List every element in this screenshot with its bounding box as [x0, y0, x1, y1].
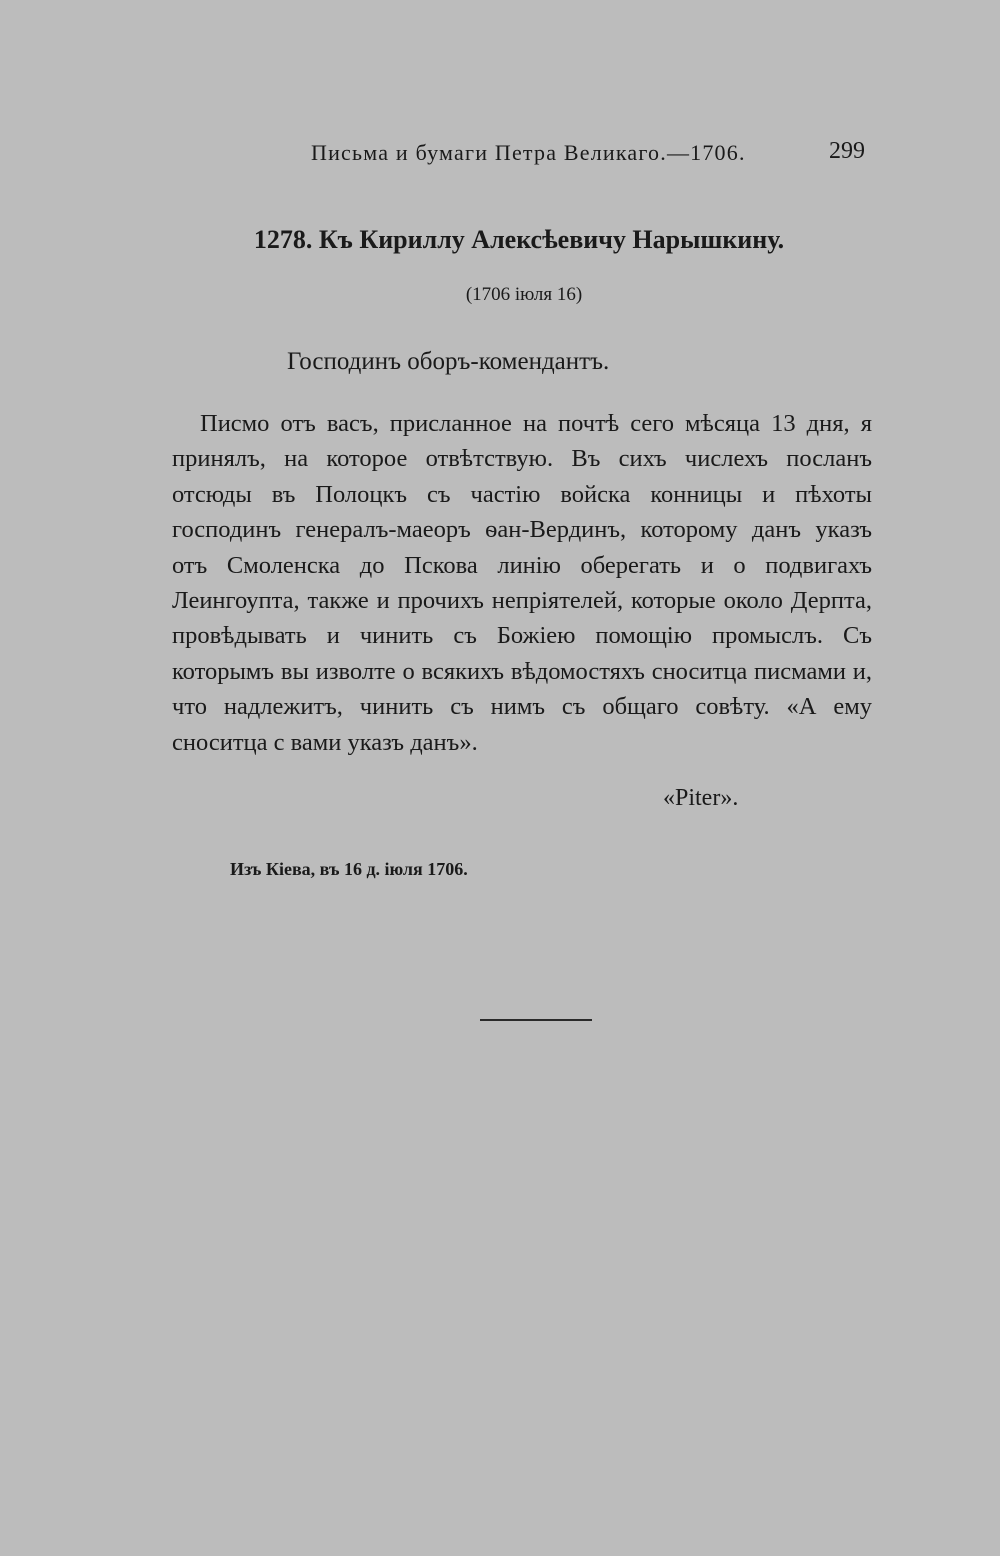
- salutation: Господинъ оборъ-комендантъ.: [287, 348, 610, 375]
- end-rule: [480, 1019, 592, 1021]
- running-head: Письма и бумаги Петра Великаго.—1706.: [311, 140, 746, 165]
- letter-title: 1278. Къ Кириллу Алексѣевичу Нарышкину.: [253, 225, 785, 254]
- letter-body: Писмо отъ васъ, присланное на почтѣ сего мѣсяца 13 дня, я принялъ, на которое отвѣтствую. Въ сихъ числехъ посланъ отсюды въ Полоцкъ съ частію войска конницы и пѣхоты господинъ генералъ-маеоръ ѳан-Вердинъ, которому данъ указъ отъ Смоленска до Пскова линію оберегать и о подвигахъ Леингоупта, также и прочихъ непріятелей, которые около Дерпта, провѣдывать и чинить съ Божіею помощію промыслъ. Съ которымъ вы изволте о всякихъ вѣдомостяхъ сноситца писмами и, что надлежитъ, чинить съ нимъ съ общаго совѣту. «А ему сноситца с вами указъ данъ».: [172, 410, 872, 756]
- letter-date: (1706 іюля 16): [465, 284, 583, 305]
- place-date: Изъ Кіева, въ 16 д. іюля 1706.: [230, 859, 468, 879]
- signature: «Piter».: [663, 785, 739, 811]
- page-number: 299: [829, 138, 865, 164]
